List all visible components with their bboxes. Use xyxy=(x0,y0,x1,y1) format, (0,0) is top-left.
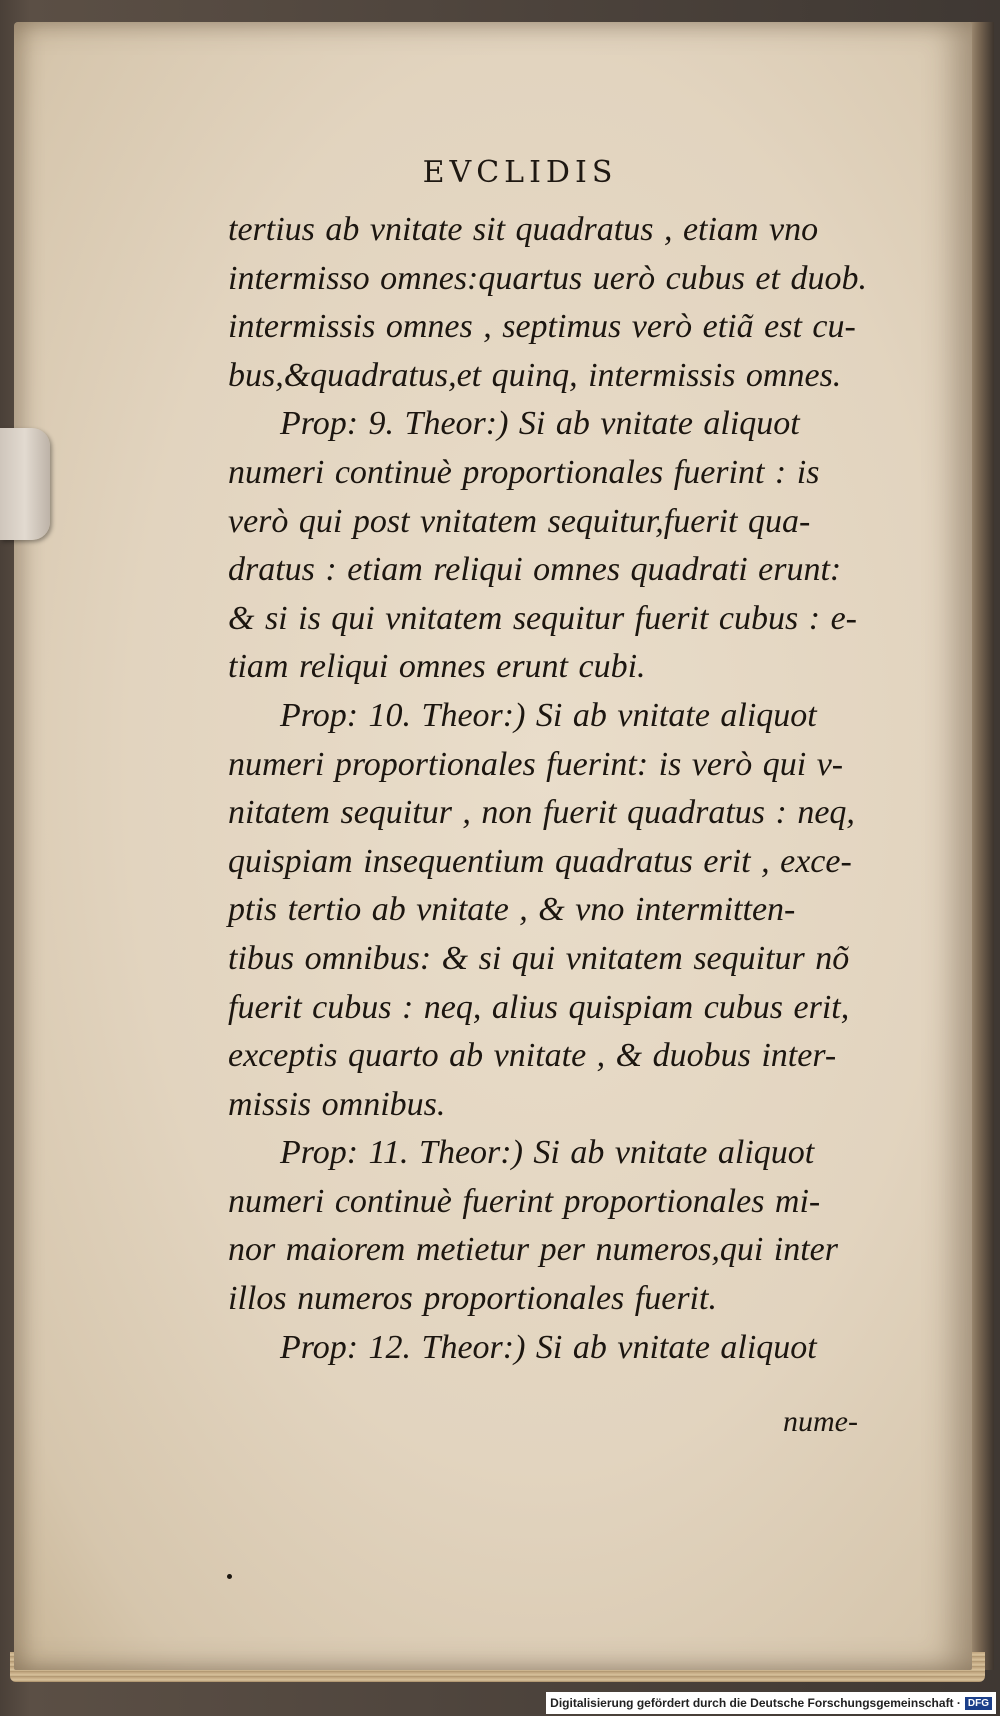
text-line: fuerit cubus : neq, alius quispiam cubus erit, xyxy=(228,988,850,1026)
text-line: dratus : etiam reliqui omnes quadrati erunt: xyxy=(228,551,842,589)
credit-text: Digitalisierung gefördert durch die Deutsche Forschungsgemeinschaft · xyxy=(550,1696,961,1710)
text-line: & si is qui vnitatem sequitur fuerit cubus : e- xyxy=(228,599,857,637)
text-line: tertius ab vnitate sit quadratus , etiam vno xyxy=(228,211,819,248)
text-line: quispiam insequentium quadratus erit , exce- xyxy=(228,842,852,880)
text-line: numeri continuè fuerint proportionales mi- xyxy=(228,1182,821,1220)
text-line: bus,&quadratus,et quinq, intermissis omnes. xyxy=(228,356,842,394)
text-line: intermissis omnes , septimus verò etiã est cu- xyxy=(228,308,856,346)
text-line: missis omnibus. xyxy=(228,1085,446,1123)
text-line: intermisso omnes:quartus uerò cubus et duob. xyxy=(228,259,867,297)
body-text xyxy=(228,206,928,1372)
proposition-heading: Prop: 12. Theor:) Si ab vnitate aliquot xyxy=(280,1328,817,1366)
text-line: ptis tertio ab vnitate , & vno intermitten- xyxy=(228,891,796,929)
digitization-credit xyxy=(546,1692,996,1714)
text-line: nor maiorem metietur per numeros,qui inter xyxy=(228,1231,838,1269)
page-clip xyxy=(0,428,50,540)
proposition-heading: Prop: 11. Theor:) Si ab vnitate aliquot xyxy=(280,1134,815,1172)
running-title: EVCLIDIS xyxy=(422,155,618,190)
text-line: tiam reliqui omnes erunt cubi. xyxy=(228,648,646,686)
text-line: verò qui post vnitatem sequitur,fuerit qua- xyxy=(228,502,811,540)
text-line: exceptis quarto ab vnitate , & duobus inter- xyxy=(228,1037,837,1075)
text-line: nitatem sequitur , non fuerit quadratus : neq, xyxy=(228,794,855,832)
text-line: numeri continuè proportionales fuerint : is xyxy=(228,453,820,491)
text-line: tibus omnibus: & si qui vnitatem sequitur nõ xyxy=(228,939,850,977)
ink-dot xyxy=(227,1574,232,1579)
proposition-heading: Prop: 10. Theor:) Si ab vnitate aliquot xyxy=(280,696,817,734)
proposition-heading: Prop: 9. Theor:) Si ab vnitate aliquot xyxy=(280,405,800,443)
text-line: illos numeros proportionales fuerit. xyxy=(228,1280,717,1318)
text-line: numeri proportionales fuerint: is verò qui v- xyxy=(228,745,844,783)
dfg-logo-icon: DFG xyxy=(965,1697,992,1710)
catchword: nume- xyxy=(783,1405,858,1438)
